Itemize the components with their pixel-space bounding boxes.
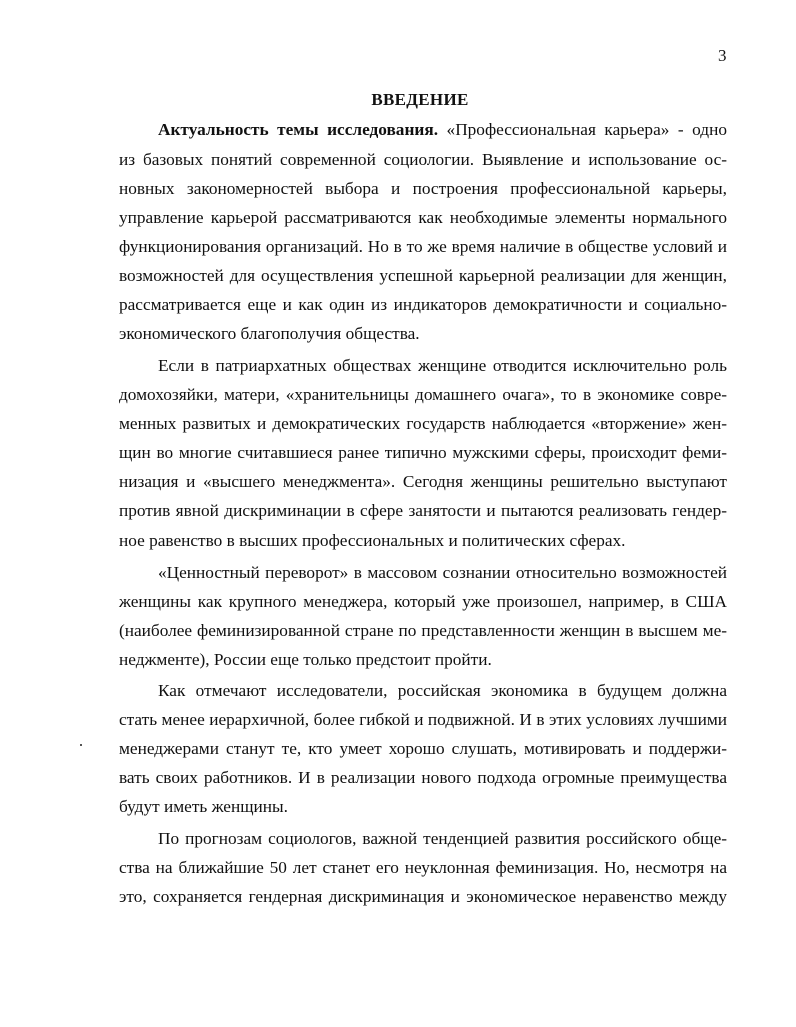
paragraph-line: функционирования организаций. Но в то же время наличие в обществе условий и (119, 237, 727, 256)
paragraph-line: экономического благополучия общества. (119, 324, 420, 343)
paragraph-line: из базовых понятий современной социологии. Выявление и использование ос- (119, 150, 727, 169)
paragraph-line: рассматривается еще и как один из индикаторов демократичности и социально- (119, 295, 727, 314)
paragraph-line: Как отмечают исследователи, российская экономика в будущем должна (158, 681, 727, 700)
paragraph-line: Актуальность темы исследования. «Профессиональная карьера» - одно (158, 120, 727, 139)
paragraph-line: управление карьерой рассматриваются как необходимые элементы нормального (119, 208, 727, 227)
scan-speck (80, 744, 82, 746)
paragraph-line: новных закономерностей выбора и построения профессиональной карьеры, (119, 179, 727, 198)
paragraph-line: возможностей для осуществления успешной карьерной реализации для женщин, (119, 266, 727, 285)
paragraph-line: щин во многие считавшиеся ранее типично мужскими сферы, происходит феми- (119, 443, 727, 462)
paragraph-line: неджменте), России еще только предстоит пройти. (119, 650, 492, 669)
paragraph-line: против явной дискриминации в сфере занятости и пытаются реализовать гендер- (119, 501, 727, 520)
paragraph-line: домохозяйки, матери, «хранительницы домашнего очага», то в экономике совре- (119, 385, 727, 404)
page-title: ВВЕДЕНИЕ (371, 90, 469, 109)
paragraph-line: ное равенство в высших профессиональных и политических сферах. (119, 531, 626, 550)
paragraph-line: вать своих работников. И в реализации нового подхода огромные преимущества (119, 768, 727, 787)
paragraph-line: низация и «высшего менеджмента». Сегодня женщины решительно выступают (119, 472, 727, 491)
page-number: 3 (718, 46, 727, 65)
paragraph-line: «Ценностный переворот» в массовом сознании относительно возможностей (158, 563, 727, 582)
paragraph-line: это, сохраняется гендерная дискриминация и экономическое неравенство между (119, 887, 727, 906)
paragraph-line: будут иметь женщины. (119, 797, 288, 816)
paragraph-line: Если в патриархатных обществах женщине отводится исключительно роль (158, 356, 727, 375)
paragraph-line: менных развитых и демократических государств наблюдается «вторжение» жен- (119, 414, 727, 433)
paragraph-line: стать менее иерархичной, более гибкой и подвижной. И в этих условиях лучшими (119, 710, 727, 729)
paragraph-line: менеджерами станут те, кто умеет хорошо слушать, мотивировать и поддержи- (119, 739, 727, 758)
paragraph-line: ства на ближайшие 50 лет станет его неуклонная феминизация. Но, несмотря на (119, 858, 727, 877)
paragraph-line: (наиболее феминизированной стране по представленности женщин в высшем ме- (119, 621, 727, 640)
section-lead: Актуальность темы исследования. (158, 120, 439, 139)
paragraph-line: По прогнозам социологов, важной тенденцией развития российского обще- (158, 829, 727, 848)
paragraph-line: женщины как крупного менеджера, который уже произошел, например, в США (119, 592, 727, 611)
